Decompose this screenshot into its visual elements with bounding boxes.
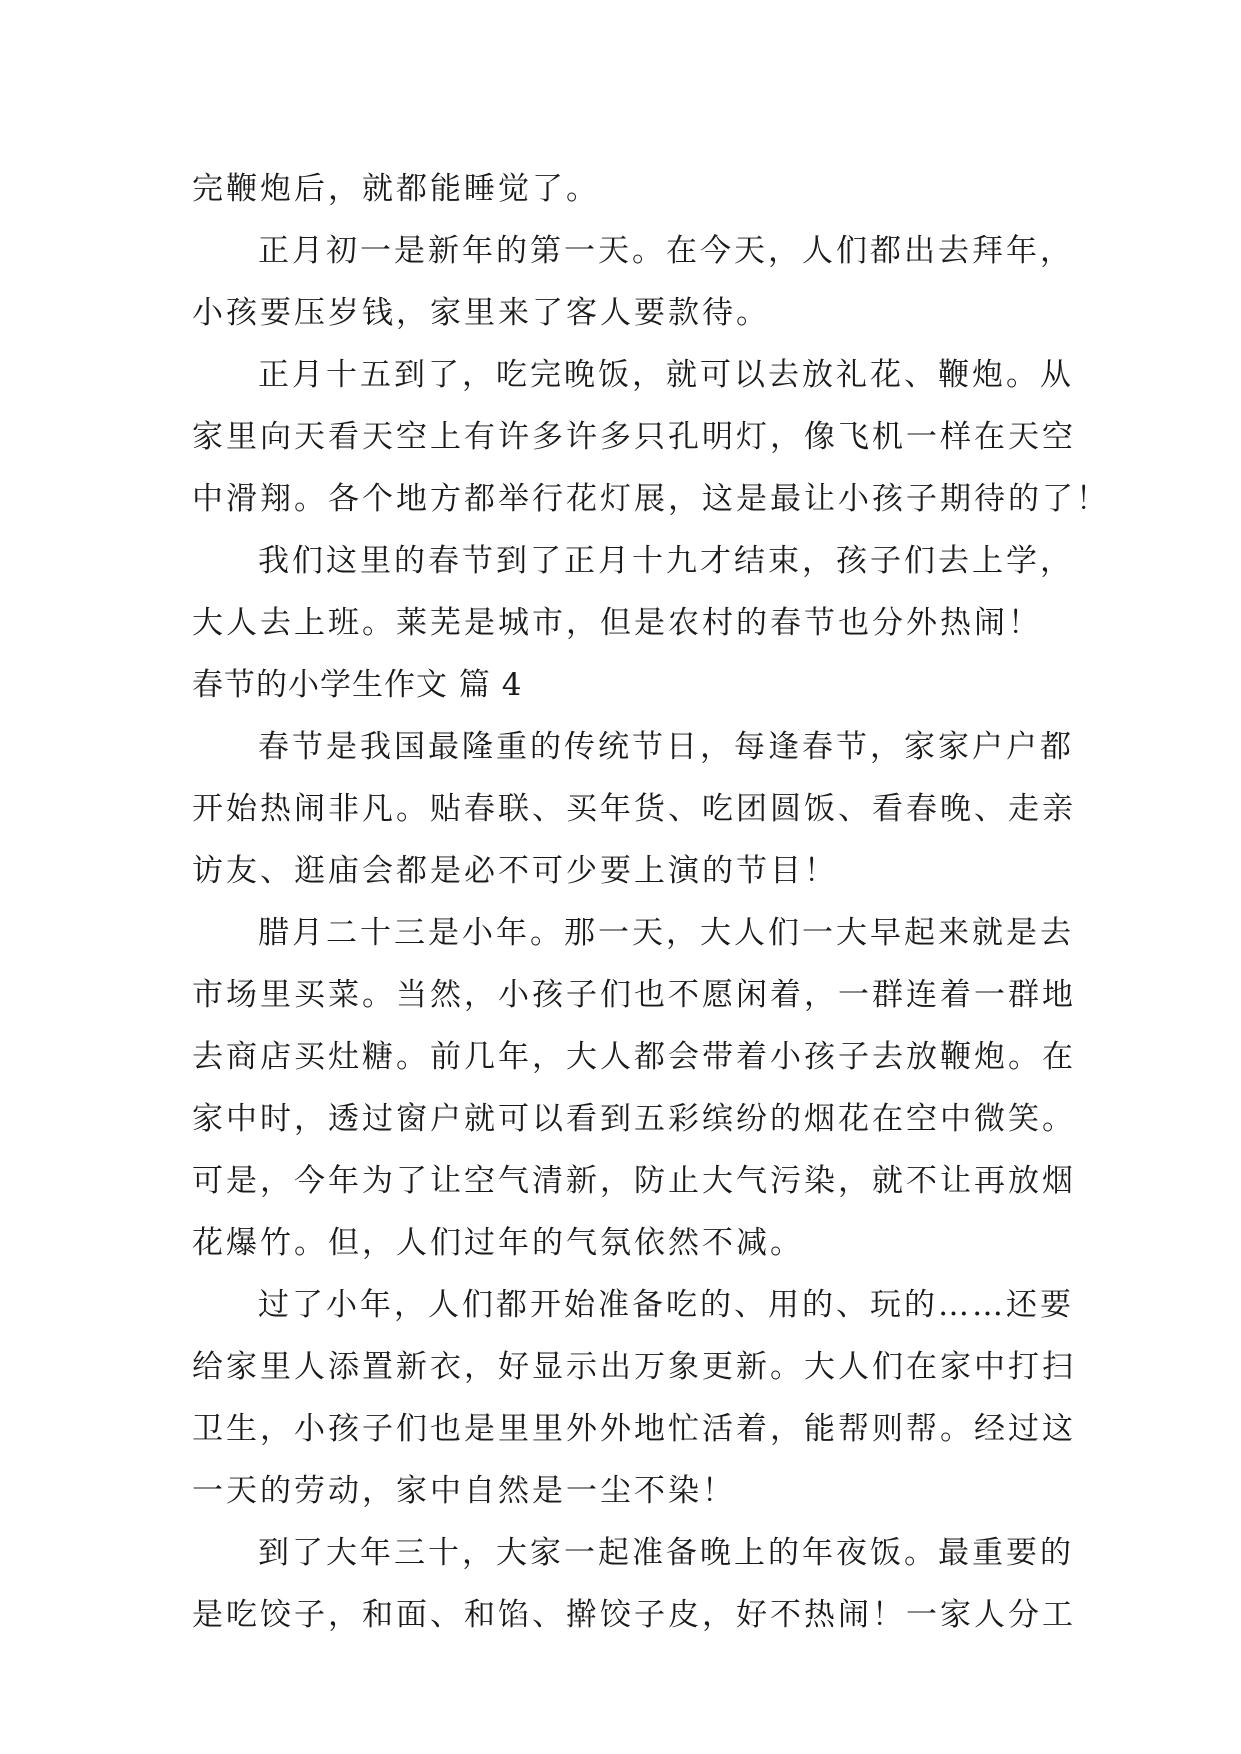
paragraph-line: 可是，今年为了让空气清新，防止大气污染，就不让再放烟 [192, 1163, 1076, 1199]
paragraph-line: 春节是我国最隆重的传统节日，每逢春节，家家户户都 [258, 729, 1074, 765]
paragraph-line: 开始热闹非凡。贴春联、买年货、吃团圆饭、看春晚、走亲 [192, 791, 1076, 827]
paragraph-line: 大人去上班。莱芜是城市，但是农村的春节也分外热闹！ [192, 605, 1042, 641]
paragraph-line: 家中时，透过窗户就可以看到五彩缤纷的烟花在空中微笑。 [192, 1101, 1076, 1137]
paragraph-line: 我们这里的春节到了正月十九才结束，孩子们去上学， [258, 543, 1074, 579]
paragraph-line: 完鞭炮后，就都能睡觉了。 [192, 171, 600, 207]
paragraph-line: 花爆竹。但，人们过年的气氛依然不减。 [192, 1225, 804, 1261]
paragraph-line: 家里向天看天空上有许多许多只孔明灯，像飞机一样在天空 [192, 419, 1076, 455]
paragraph-line: 腊月二十三是小年。那一天，大人们一大早起来就是去 [258, 915, 1074, 951]
section-heading: 春节的小学生作文 篇 4 [192, 667, 523, 703]
paragraph-line: 一天的劳动，家中自然是一尘不染！ [192, 1473, 736, 1509]
paragraph-line: 给家里人添置新衣，好显示出万象更新。大人们在家中打扫 [192, 1349, 1076, 1385]
paragraph-line: 卫生，小孩子们也是里里外外地忙活着，能帮则帮。经过这 [192, 1411, 1076, 1447]
document-body [192, 158, 1110, 1646]
paragraph-line: 访友、逛庙会都是必不可少要上演的节目！ [192, 853, 838, 889]
paragraph-line: 正月初一是新年的第一天。在今天，人们都出去拜年， [258, 233, 1074, 269]
paragraph-line: 中滑翔。各个地方都举行花灯展，这是最让小孩子期待的了！ [192, 481, 1110, 517]
paragraph-line: 去商店买灶糖。前几年，大人都会带着小孩子去放鞭炮。在 [192, 1039, 1076, 1075]
paragraph-line: 市场里买菜。当然，小孩子们也不愿闲着，一群连着一群地 [192, 977, 1076, 1013]
paragraph-line: 小孩要压岁钱，家里来了客人要款待。 [192, 295, 770, 331]
paragraph-line: 正月十五到了，吃完晚饭，就可以去放礼花、鞭炮。从 [258, 357, 1074, 393]
paragraph-line: 过了小年，人们都开始准备吃的、用的、玩的……还要 [258, 1287, 1074, 1323]
paragraph-line: 是吃饺子，和面、和馅、擀饺子皮，好不热闹！一家人分工 [192, 1597, 1076, 1633]
paragraph-line: 到了大年三十，大家一起准备晚上的年夜饭。最重要的 [258, 1535, 1074, 1571]
